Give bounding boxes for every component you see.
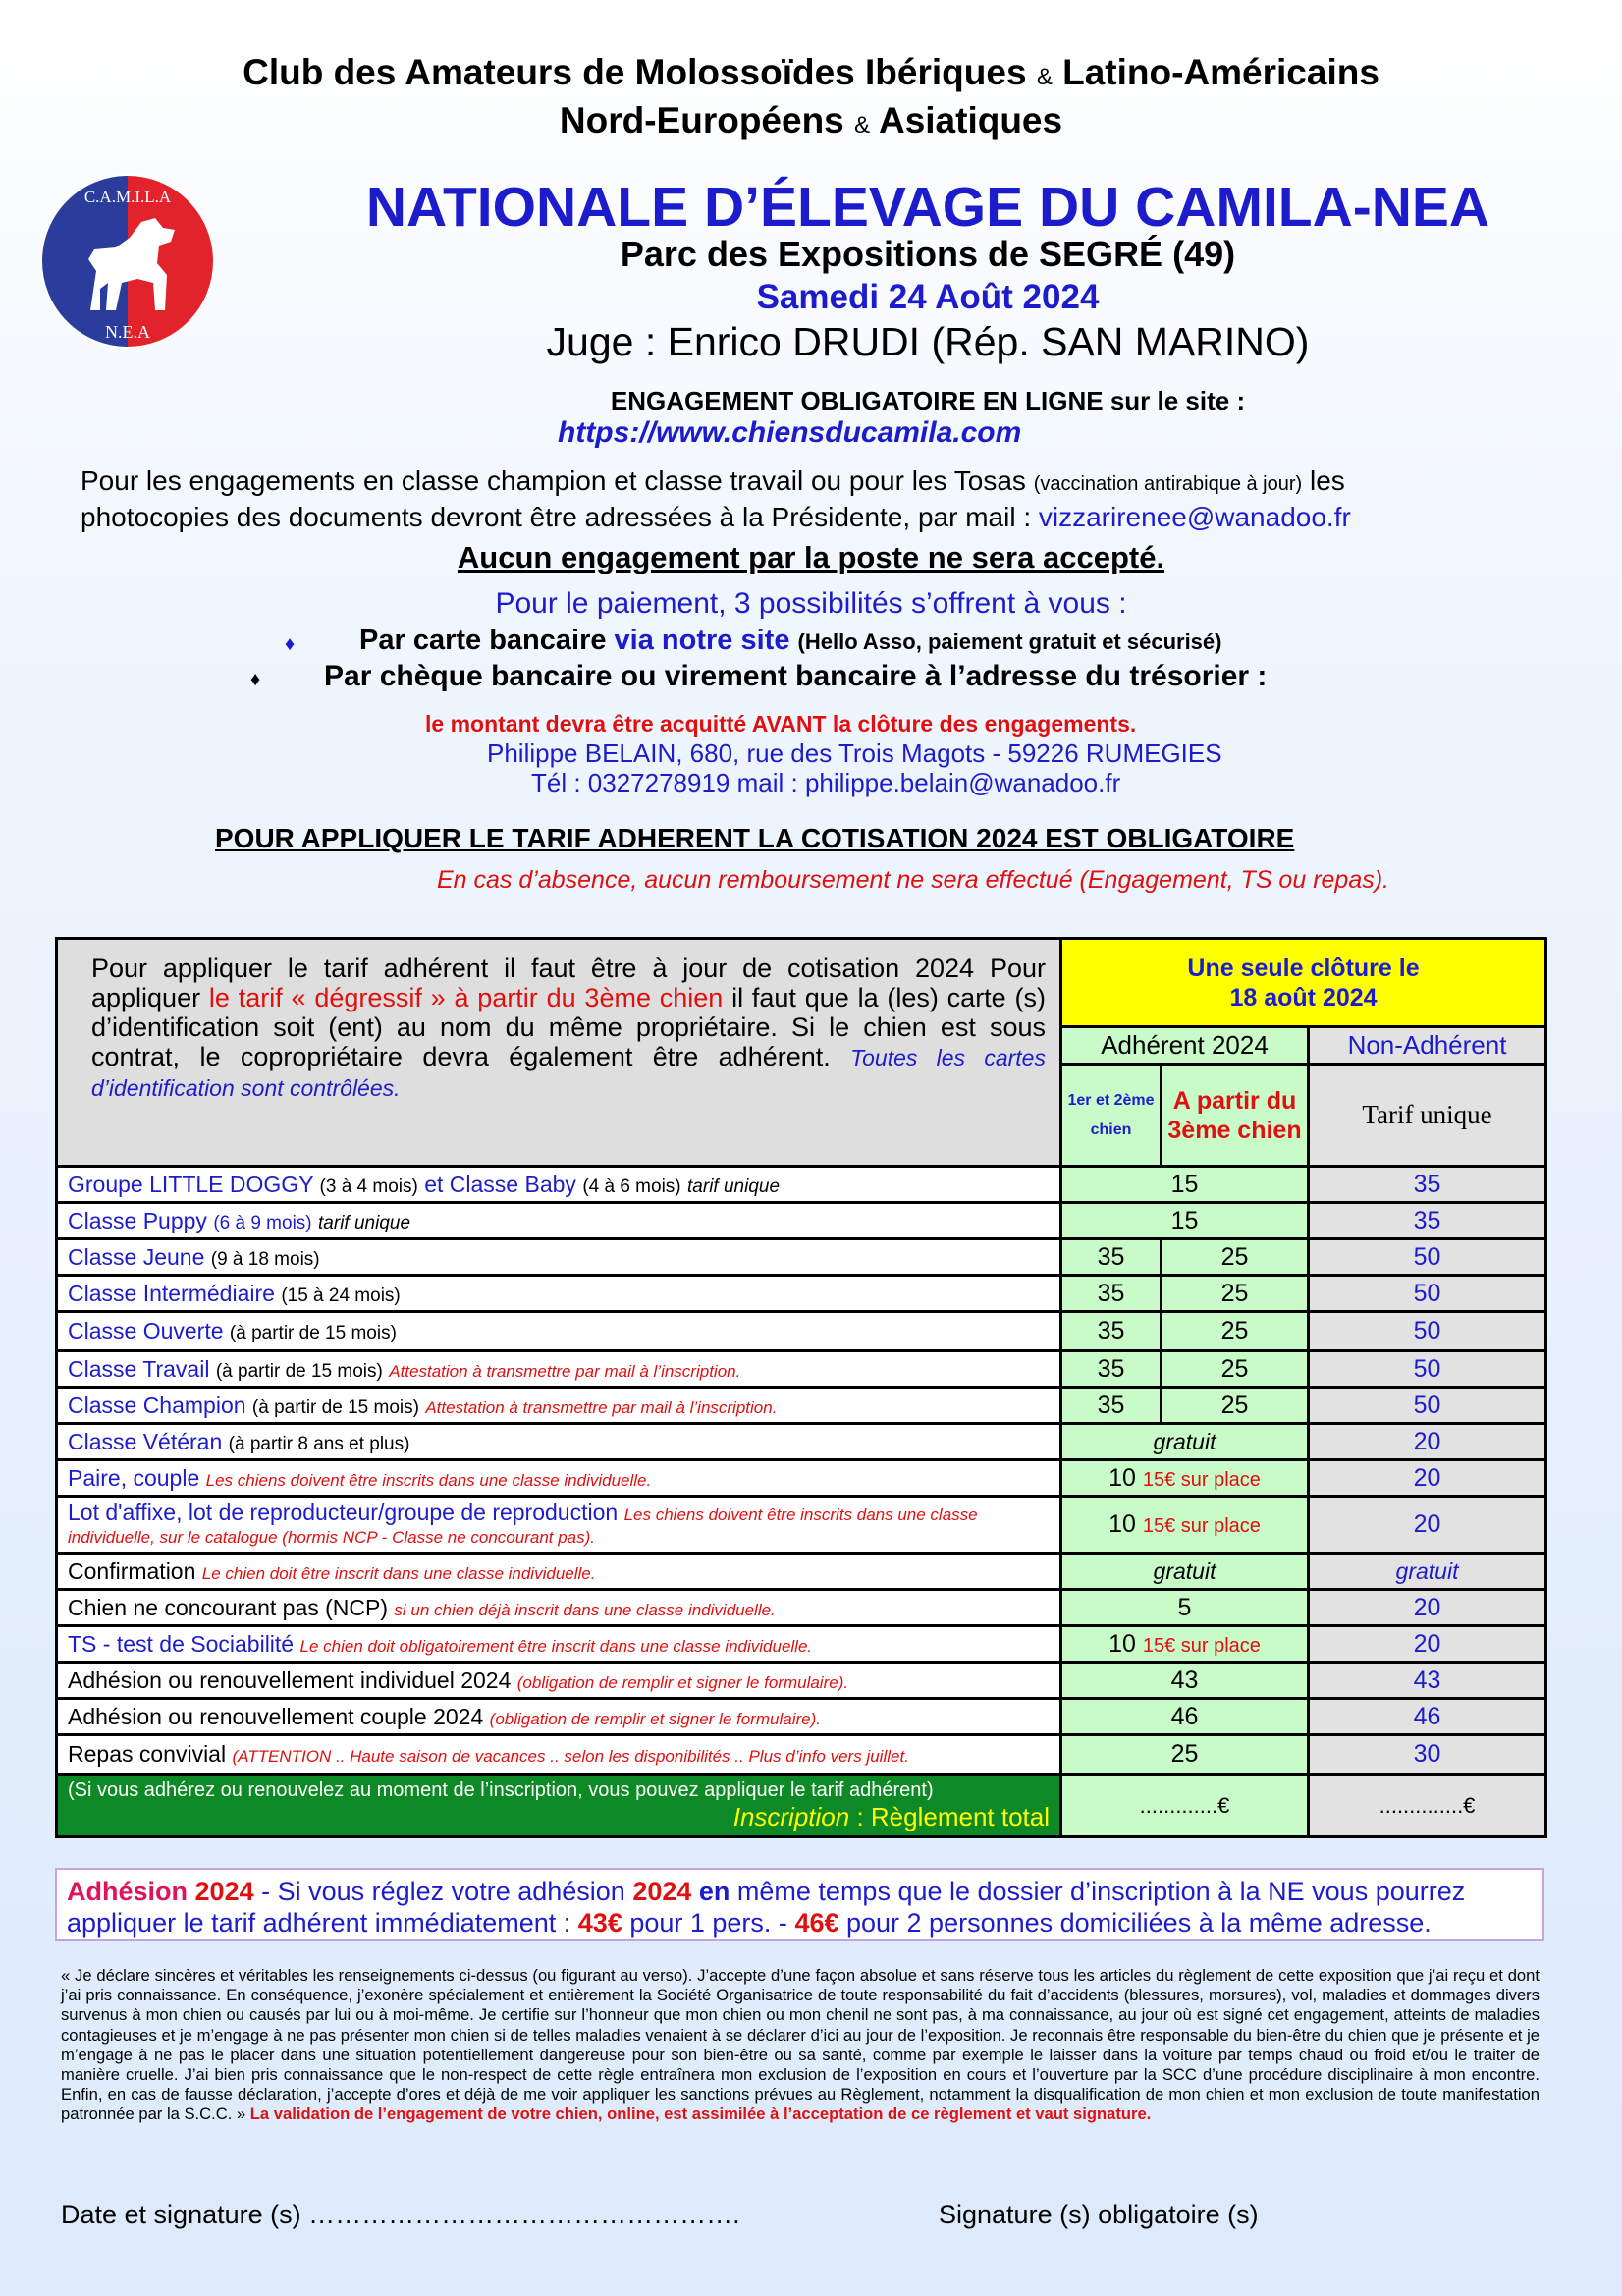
adherent-price xyxy=(1061,1735,1309,1775)
row-sub: (à partir de 15 mois) xyxy=(251,1396,419,1418)
non-adherent-price: 50 xyxy=(1309,1239,1546,1276)
adherent-price xyxy=(1061,1497,1309,1554)
club-line2-a: Nord-Européens xyxy=(559,100,844,140)
refund-notice: En cas d’absence, aucun remboursement ne sera effectué (Engagement, TS ou repas). xyxy=(437,866,1389,894)
price-third-dog: 25 xyxy=(1162,1276,1309,1312)
closing-2: 18 août 2024 xyxy=(1229,983,1378,1011)
table-row xyxy=(57,1388,1546,1424)
payment-intro: Pour le paiement, 3 possibilités s’offrent à vous : xyxy=(495,587,1127,620)
total-label xyxy=(57,1775,1061,1837)
row-sub: (à partir de 15 mois) xyxy=(215,1360,383,1382)
intro-1: Pour appliquer le tarif adhérent il faut être à jour de cotisation 2024 xyxy=(91,954,975,983)
row-note: Les chiens doivent être inscrits dans une classe individuelle, sur le catalogue (hormis NCP - Classe ne concourant pas). xyxy=(68,1504,978,1547)
row-name: Classe Ouverte xyxy=(68,1318,224,1343)
intro-2a: Pour appliquer xyxy=(91,954,1046,1012)
row-label xyxy=(57,1312,1061,1351)
pay1-note: (Hello Asso, paiement gratuit et sécurisé) xyxy=(797,629,1222,654)
row-note: Attestation à transmettre par mail à l’inscription. xyxy=(425,1397,778,1417)
row-sub: (15 à 24 mois) xyxy=(281,1285,401,1306)
row-name: Paire, couple xyxy=(68,1464,200,1491)
row-label xyxy=(57,1351,1061,1388)
row-italic: tarif unique xyxy=(318,1212,411,1233)
club-line1-a: Club des Amateurs de Molossoïdes Ibériques xyxy=(243,52,1027,92)
total-row xyxy=(57,1775,1546,1837)
price-value: 5 xyxy=(1177,1593,1192,1621)
tariff-table xyxy=(55,937,1547,1838)
price-first-dogs: 35 xyxy=(1061,1312,1162,1351)
adherent-price xyxy=(1061,1203,1309,1239)
row-label xyxy=(57,1554,1061,1590)
table-row xyxy=(57,1554,1546,1590)
price-value: 10 xyxy=(1108,1463,1136,1492)
price-value: 10 xyxy=(1108,1510,1136,1538)
row-name: Classe Travail xyxy=(68,1355,210,1382)
row-italic: tarif unique xyxy=(687,1175,781,1197)
row-label xyxy=(57,1276,1061,1312)
row-note: Attestation à transmettre par mail à l’inscription. xyxy=(389,1361,741,1381)
row-sub2: (4 à 6 mois) xyxy=(582,1175,681,1197)
adh-a: Adhésion xyxy=(67,1877,189,1906)
signature-required-field[interactable]: Signature (s) obligatoire (s) xyxy=(939,2200,1259,2229)
price-third-dog: 25 xyxy=(1162,1239,1309,1276)
table-row xyxy=(57,1276,1546,1312)
adh-year1: 2024 xyxy=(194,1877,254,1906)
adhesion-box xyxy=(55,1868,1544,1941)
non-adherent-price: 46 xyxy=(1309,1699,1546,1735)
col-third-dog: A partir du 3ème chien xyxy=(1162,1065,1309,1167)
onsite-price: 15€ sur place xyxy=(1142,1468,1261,1491)
non-adherent-price: 20 xyxy=(1309,1590,1546,1626)
price-value: 46 xyxy=(1170,1702,1199,1730)
row-note: (obligation de remplir et signer le formulaire). xyxy=(516,1672,849,1692)
non-adherent-price: 20 xyxy=(1309,1424,1546,1460)
adh-f: pour 2 personnes domiciliées à la même adresse. xyxy=(838,1908,1432,1938)
row-label xyxy=(57,1424,1061,1460)
table-row xyxy=(57,1167,1546,1203)
row-note: (obligation de remplir et signer le formulaire). xyxy=(489,1709,821,1728)
table-row xyxy=(57,1497,1546,1554)
adh-d: même temps que le dossier d’inscription à la NE vous pourrez appliquer le tarif adhérent immédiatement : xyxy=(67,1877,1466,1938)
closing-date xyxy=(1061,939,1546,1027)
row-note: Les chiens doivent être inscrits dans une classe individuelle. xyxy=(205,1470,652,1490)
total-non-adherent-field[interactable]: ..............€ xyxy=(1309,1775,1546,1837)
logo-bottom-text: N.E.A xyxy=(105,322,150,342)
table-row xyxy=(57,1351,1546,1388)
non-adherent-price: 50 xyxy=(1309,1388,1546,1424)
row-sub: (9 à 18 mois) xyxy=(210,1248,320,1270)
row-name: Classe Puppy xyxy=(68,1207,207,1233)
row-name: Classe Intermédiaire xyxy=(68,1280,275,1306)
declaration-validation: La validation de l’engagement de votre chien, online, est assimilée à l’acceptation de ce règlement et vaut signature. xyxy=(249,2105,1152,2124)
docs-small: (vaccination antirabique à jour) xyxy=(1033,473,1303,495)
adherent-price xyxy=(1061,1460,1309,1497)
docs-text-a: Pour les engagements en classe champion et classe travail ou pour les Tosas xyxy=(81,465,1026,496)
row-name: Adhésion ou renouvellement individuel 2024 xyxy=(68,1667,512,1693)
price-first-dogs: 35 xyxy=(1061,1388,1162,1424)
adh-year2: 2024 xyxy=(632,1877,692,1906)
club-line1-b: Latino-Américains xyxy=(1062,52,1379,92)
row-name: Classe Vétéran xyxy=(68,1428,223,1454)
onsite-price: 15€ sur place xyxy=(1142,1515,1261,1537)
adh-price2: 46€ xyxy=(794,1908,839,1938)
price-first-dogs: 35 xyxy=(1061,1276,1162,1312)
row-label xyxy=(57,1590,1061,1626)
adh-e: pour 1 pers. - xyxy=(622,1908,795,1938)
no-post-notice: Aucun engagement par la poste ne sera accepté. xyxy=(457,540,1165,574)
payment-option-cheque: Par chèque bancaire ou virement bancaire à l’adresse du trésorier : xyxy=(324,660,1268,692)
price-third-dog: 25 xyxy=(1162,1388,1309,1424)
row-note: Le chien doit obligatoirement être inscrit dans une classe individuelle. xyxy=(299,1636,813,1656)
non-adherent-price: 30 xyxy=(1309,1735,1546,1775)
row-note: (ATTENTION .. Haute saison de vacances .. selon les disponibilités .. Plus d’info vers juillet. xyxy=(232,1747,909,1766)
adh-c: en xyxy=(691,1877,730,1906)
table-intro xyxy=(57,939,1061,1167)
row-note: Le chien doit être inscrit dans une classe individuelle. xyxy=(201,1563,596,1583)
price-third-dog: 25 xyxy=(1162,1312,1309,1351)
non-adherent-price: 35 xyxy=(1309,1203,1546,1239)
event-date: Samedi 24 Août 2024 xyxy=(756,278,1100,316)
col-non-adherent: Non-Adhérent xyxy=(1309,1027,1546,1065)
table-row xyxy=(57,1626,1546,1663)
price-value: gratuit xyxy=(1153,1428,1216,1454)
adherent-price xyxy=(1061,1554,1309,1590)
total-adherent-field[interactable]: .............€ xyxy=(1061,1775,1309,1837)
documents-instructions xyxy=(81,465,1485,534)
intro-2c: il faut que la (les) carte (s) d’identification soit (ent) au nom du même propriétaire. xyxy=(91,983,1046,1042)
non-adherent-price: 50 xyxy=(1309,1351,1546,1388)
row-name: Adhésion ou renouvellement couple 2024 xyxy=(68,1703,484,1729)
adh-b: - Si vous réglez votre adhésion xyxy=(253,1877,633,1906)
table-row xyxy=(57,1239,1546,1276)
treasurer-address: Philippe BELAIN, 680, rue des Trois Magots - 59226 RUMEGIES xyxy=(487,738,1222,768)
club-title xyxy=(0,51,1622,147)
declaration-text: « Je déclare sincères et véritables les renseignements ci-dessus (ou figurant au verso). J’accepte d’une façon absolue et sans réserve tous les articles du règlement de cette exposition que j’ai reçu et dont j’ai pris connaissance. En conséquence, j’exonère spécialement et entièrement la Société Organisatrice de toute responsabilité du fait d’accidents (blessures, morsures), vol, maladies et dommages divers survenus à mon chien ou causés par lui ou à moi-même. Je certifie sur l’honneur que mon chien ou mon chenil ne sont pas, à ma connaissance, au jour où est signé cet engagement, atteints de maladies contagieuses et je m’engage à ne pas présenter mon chien si de telles maladies venaient à se déclarer d’ici au jour de l’exposition. Je reconnais être responsable du bien-être du chien que je présente et je m’engage à ne pas le placer dans une situation potentiellement dangereuse pour son bien-être ou sa santé, comme par exemple le laisser dans la voiture par temps chaud ou froid et/ou le traiter de manière cruelle. J’ai bien pris connaissance que le non-respect de cette règle entraînera mon exclusion de l’exposition en cours et l’ouverture par la SCC d’une procédure disciplinaire à mon encontre. Enfin, en cas de fausse déclaration, j’accepte d’ores et déjà de me voir appliquer les sanctions prévues au Règlement, notamment la disqualification de mon chien et mon exclusion de toute manifestation patronnée par la S.C.C. » xyxy=(61,1966,1540,2124)
club-logo-icon xyxy=(39,173,216,350)
table-row xyxy=(57,1312,1546,1351)
adherent-price xyxy=(1061,1590,1309,1626)
table-row xyxy=(57,1460,1546,1497)
table-row xyxy=(57,1590,1546,1626)
row-label xyxy=(57,1388,1061,1424)
row-label xyxy=(57,1239,1061,1276)
ampersand: & xyxy=(854,112,871,138)
non-adherent-price: 43 xyxy=(1309,1663,1546,1699)
pay1-a: Par carte bancaire xyxy=(359,625,607,656)
row-sub: (à partir de 15 mois) xyxy=(229,1323,397,1343)
adherent-price xyxy=(1061,1167,1309,1203)
payment-deadline-note: le montant devra être acquitté AVANT la clôture des engagements. xyxy=(425,711,1137,737)
website-link[interactable]: https://www.chiensducamila.com xyxy=(558,416,1022,449)
intro-2b: le tarif « dégressif » à partir du 3ème chien xyxy=(208,983,724,1012)
treasurer-contact: Tél : 0327278919 mail : philippe.belain@wanadoo.fr xyxy=(531,768,1121,797)
total-label-a: Inscription xyxy=(732,1801,850,1831)
non-adherent-price: 20 xyxy=(1309,1497,1546,1554)
ampersand: & xyxy=(1036,64,1053,90)
row-label xyxy=(57,1203,1061,1239)
row-label xyxy=(57,1460,1061,1497)
total-label-b: : Règlement total xyxy=(849,1801,1050,1831)
row-name: Groupe LITTLE DOGGY xyxy=(68,1171,314,1197)
table-row xyxy=(57,1424,1546,1460)
president-email[interactable]: vizzarirenee@wanadoo.fr xyxy=(1038,502,1351,532)
row-name: Lot d'affixe, lot de reproducteur/groupe de reproduction xyxy=(68,1499,619,1525)
row-name: Confirmation xyxy=(68,1558,196,1584)
declaration xyxy=(61,1966,1540,2125)
adherent-mandatory: POUR APPLIQUER LE TARIF ADHERENT LA COTISATION 2024 EST OBLIGATOIRE xyxy=(215,823,1295,853)
closing-1: Une seule clôture le xyxy=(1187,954,1420,982)
row-name: TS - test de Sociabilité xyxy=(68,1630,295,1657)
row-name: Classe Champion xyxy=(68,1392,246,1418)
total-note: (Si vous adhérez ou renouvelez au moment de l’inscription, vous pouvez appliquer le tarif adhérent) xyxy=(68,1778,934,1801)
date-signature-field[interactable]: Date et signature (s) …………………………………………. xyxy=(61,2200,740,2229)
price-first-dogs: 35 xyxy=(1061,1351,1162,1388)
col-adherent: Adhérent 2024 xyxy=(1061,1027,1309,1065)
adherent-price xyxy=(1061,1663,1309,1699)
diamond-bullet-icon: ♦ xyxy=(250,669,261,690)
non-adherent-price: 50 xyxy=(1309,1312,1546,1351)
club-line2-b: Asiatiques xyxy=(878,100,1063,140)
col-tarif-unique: Tarif unique xyxy=(1309,1065,1546,1167)
adherent-price xyxy=(1061,1699,1309,1735)
adh-price1: 43€ xyxy=(577,1908,622,1938)
adherent-price xyxy=(1061,1626,1309,1663)
row-name: Classe Jeune xyxy=(68,1243,205,1270)
row-label xyxy=(57,1497,1061,1554)
row-note: si un chien déjà inscrit dans une classe individuelle. xyxy=(394,1600,776,1619)
engagement-mandatory: ENGAGEMENT OBLIGATOIRE EN LIGNE sur le site : xyxy=(610,386,1246,415)
price-third-dog: 25 xyxy=(1162,1351,1309,1388)
onsite-price: 15€ sur place xyxy=(1142,1634,1261,1657)
row-name2: et Classe Baby xyxy=(417,1171,576,1197)
row-sub: (6 à 9 mois) xyxy=(213,1212,312,1233)
price-value: 43 xyxy=(1170,1666,1199,1694)
price-value: 15 xyxy=(1170,1170,1199,1198)
adherent-price xyxy=(1061,1424,1309,1460)
payment-option-card xyxy=(359,625,1221,657)
intro-4: Toutes les cartes d’identification sont contrôlées. xyxy=(91,1045,1046,1101)
row-sub: (3 à 4 mois) xyxy=(319,1175,418,1197)
logo-top-text: C.A.M.I.L.A xyxy=(83,188,172,206)
non-adherent-price: 20 xyxy=(1309,1460,1546,1497)
pay1-link[interactable]: via notre site xyxy=(614,625,790,656)
table-row xyxy=(57,1203,1546,1239)
price-value: 25 xyxy=(1170,1740,1199,1768)
docs-text-b: les photocopies des documents devront être adressées à la Présidente, par mail : xyxy=(81,465,1345,532)
intro-3: Si le chien est sous contrat, le copropriétaire devra également être adhérent. xyxy=(91,1012,1046,1071)
non-adherent-price: gratuit xyxy=(1309,1554,1546,1590)
price-first-dogs: 35 xyxy=(1061,1239,1162,1276)
diamond-bullet-icon: ♦ xyxy=(285,633,296,655)
price-value: 10 xyxy=(1108,1629,1136,1658)
price-value: 15 xyxy=(1170,1206,1199,1234)
row-label xyxy=(57,1663,1061,1699)
judge: Juge : Enrico DRUDI (Rép. SAN MARINO) xyxy=(546,319,1310,364)
non-adherent-price: 35 xyxy=(1309,1167,1546,1203)
row-name: Repas convivial xyxy=(68,1741,227,1767)
col-first-second: 1er et 2ème chien xyxy=(1061,1065,1162,1167)
row-label xyxy=(57,1167,1061,1203)
venue: Parc des Expositions de SEGRÉ (49) xyxy=(620,234,1236,274)
non-adherent-price: 20 xyxy=(1309,1626,1546,1663)
row-label xyxy=(57,1626,1061,1663)
non-adherent-price: 50 xyxy=(1309,1276,1546,1312)
table-row xyxy=(57,1663,1546,1699)
event-title: NATIONALE D’ÉLEVAGE DU CAMILA-NEA xyxy=(365,176,1490,239)
row-name: Chien ne concourant pas (NCP) xyxy=(68,1594,388,1620)
table-row xyxy=(57,1699,1546,1735)
row-sub: (à partir 8 ans et plus) xyxy=(228,1433,410,1454)
row-label xyxy=(57,1735,1061,1775)
row-label xyxy=(57,1699,1061,1735)
table-row xyxy=(57,1735,1546,1775)
price-value: gratuit xyxy=(1153,1558,1216,1584)
